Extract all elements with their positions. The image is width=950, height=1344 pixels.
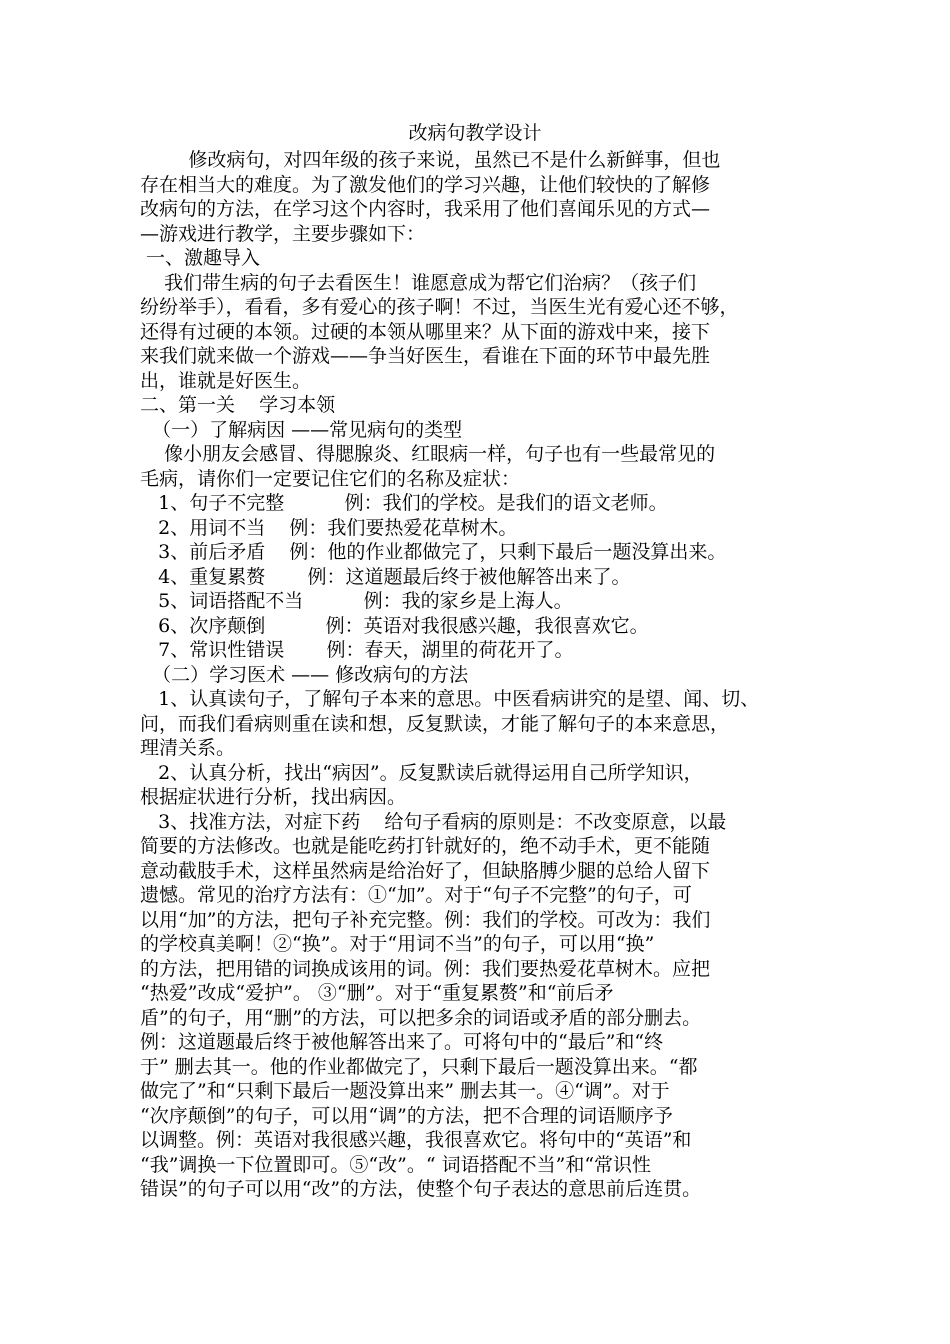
paragraph-line: 以用“加”的方法，把句子补充完整。例：我们的学校。可改为：我们 xyxy=(140,908,711,931)
paragraph-line: 修改病句，对四年级的孩子来说，虽然已不是什么新鲜事，但也 xyxy=(140,149,721,171)
paragraph-line: 像小朋友会感冒、得腮腺炎、红眼病一样，句子也有一些最常见的 xyxy=(140,443,716,465)
paragraph-line: 存在相当大的难度。为了激发他们的学习兴趣，让他们较快的了解修 xyxy=(140,173,711,196)
paragraph-line: 我们带生病的句子去看医生！谁愿意成为帮它们治病？（孩子们 xyxy=(140,271,697,294)
paragraph-line: “热爱”改成“爱护”。 ③“删”。对于“重复累赘”和“前后矛 xyxy=(140,982,614,1004)
document-title: 改病句教学设计 xyxy=(408,122,542,144)
paragraph-line: 4、重复累赘 例：这道题最后终于被他解答出来了。 xyxy=(140,565,631,588)
paragraph-line: 2、用词不当 例：我们要热爱花草树木。 xyxy=(140,516,518,539)
paragraph-line: 遗憾。常见的治疗方法有：①“加”。对于“句子不完整”的句子，可 xyxy=(140,884,692,906)
paragraph-line: 简要的方法修改。也就是能吃药打针就好的，绝不动手术，更不能随 xyxy=(140,835,711,857)
paragraph-line: 的方法，把用错的词换成该用的词。例：我们要热爱花草树木。应把 xyxy=(140,957,711,980)
paragraph-line: 来我们就来做一个游戏——争当好医生，看谁在下面的环节中最先胜 xyxy=(140,345,711,367)
paragraph-line: 于” 删去其一。他的作业都做完了，只剩下最后一题没算出来。“都 xyxy=(140,1055,698,1078)
paragraph-line: 6、次序颠倒 例：英语对我很感兴趣，我很喜欢它。 xyxy=(140,614,649,637)
paragraph-line: 理清关系。 xyxy=(140,737,236,759)
paragraph-line: （二）学习医术 —— 修改病句的方法 xyxy=(140,663,469,686)
paragraph-line: 1、认真读句子，了解句子本来的意思。中医看病讲究的是望、闻、切、 xyxy=(140,688,760,710)
paragraph-line: 二、第一关 学习本领 xyxy=(140,394,336,416)
paragraph-line: （一）了解病因 ——常见病句的类型 xyxy=(140,418,463,441)
paragraph-line: 纷纷举手），看看，多有爱心的孩子啊！不过，当医生光有爱心还不够， xyxy=(140,296,739,318)
paragraph-line: “我”调换一下位置即可。⑤“改”。“ 词语搭配不当”和“常识性 xyxy=(140,1153,652,1176)
paragraph-line: 做完了”和“只剩下最后一题没算出来” 删去其一。④“调”。对于 xyxy=(140,1080,670,1102)
paragraph-line: 错误”的句子可以用“改”的方法，使整个句子表达的意思前后连贯。 xyxy=(140,1178,702,1200)
paragraph-line: 改病句的方法，在学习这个内容时，我采用了他们喜闻乐见的方式— xyxy=(140,198,711,220)
paragraph-line: —游戏进行教学，主要步骤如下： xyxy=(140,222,426,245)
paragraph-line: 问，而我们看病则重在读和想，反复默读，才能了解句子的本来意思， xyxy=(140,712,730,735)
paragraph-line: 毛病，请你们一定要记住它们的名称及症状： xyxy=(140,467,521,490)
paragraph-line: 以调整。例：英语对我很感兴趣，我很喜欢它。将句中的“英语”和 xyxy=(140,1129,692,1151)
paragraph-line: 5、词语搭配不当 例：我的家乡是上海人。 xyxy=(140,590,573,612)
paragraph-line: 例：这道题最后终于被他解答出来了。可将句中的“最后”和“终 xyxy=(140,1031,664,1053)
paragraph-line: 还得有过硬的本领。过硬的本领从哪里来？从下面的游戏中来，接下 xyxy=(140,320,711,343)
paragraph-line: 意动截肢手术，这样虽然病是给治好了，但缺胳膊少腿的总给人留下 xyxy=(140,859,711,882)
paragraph-line: “次序颠倒”的句子，可以用“调”的方法，把不合理的词语顺序予 xyxy=(140,1104,673,1127)
paragraph-line: 7、常识性错误 例：春天，湖里的荷花开了。 xyxy=(140,639,574,661)
paragraph-line: 2、认真分析，找出“病因”。反复默读后就得运用自己所学知识， xyxy=(140,761,703,784)
paragraph-line: 3、找准方法，对症下药 给句子看病的原则是：不改变原意，以最 xyxy=(140,810,727,833)
paragraph-line: 根据症状进行分析，找出病因。 xyxy=(140,786,407,808)
paragraph-line: 3、前后矛盾 例：他的作业都做完了，只剩下最后一题没算出来。 xyxy=(140,541,727,563)
paragraph-line: 盾”的句子，用“删”的方法，可以把多余的词语或矛盾的部分删去。 xyxy=(140,1006,702,1029)
paragraph-line: 一、激趣导入 xyxy=(140,247,261,269)
paragraph-line: 出，谁就是好医生。 xyxy=(140,369,312,392)
paragraph-line: 1、句子不完整 例：我们的学校。是我们的语文老师。 xyxy=(140,492,668,514)
paragraph-line: 的学校真美啊！②“换”。对于“用词不当”的句子，可以用“换” xyxy=(140,933,655,955)
